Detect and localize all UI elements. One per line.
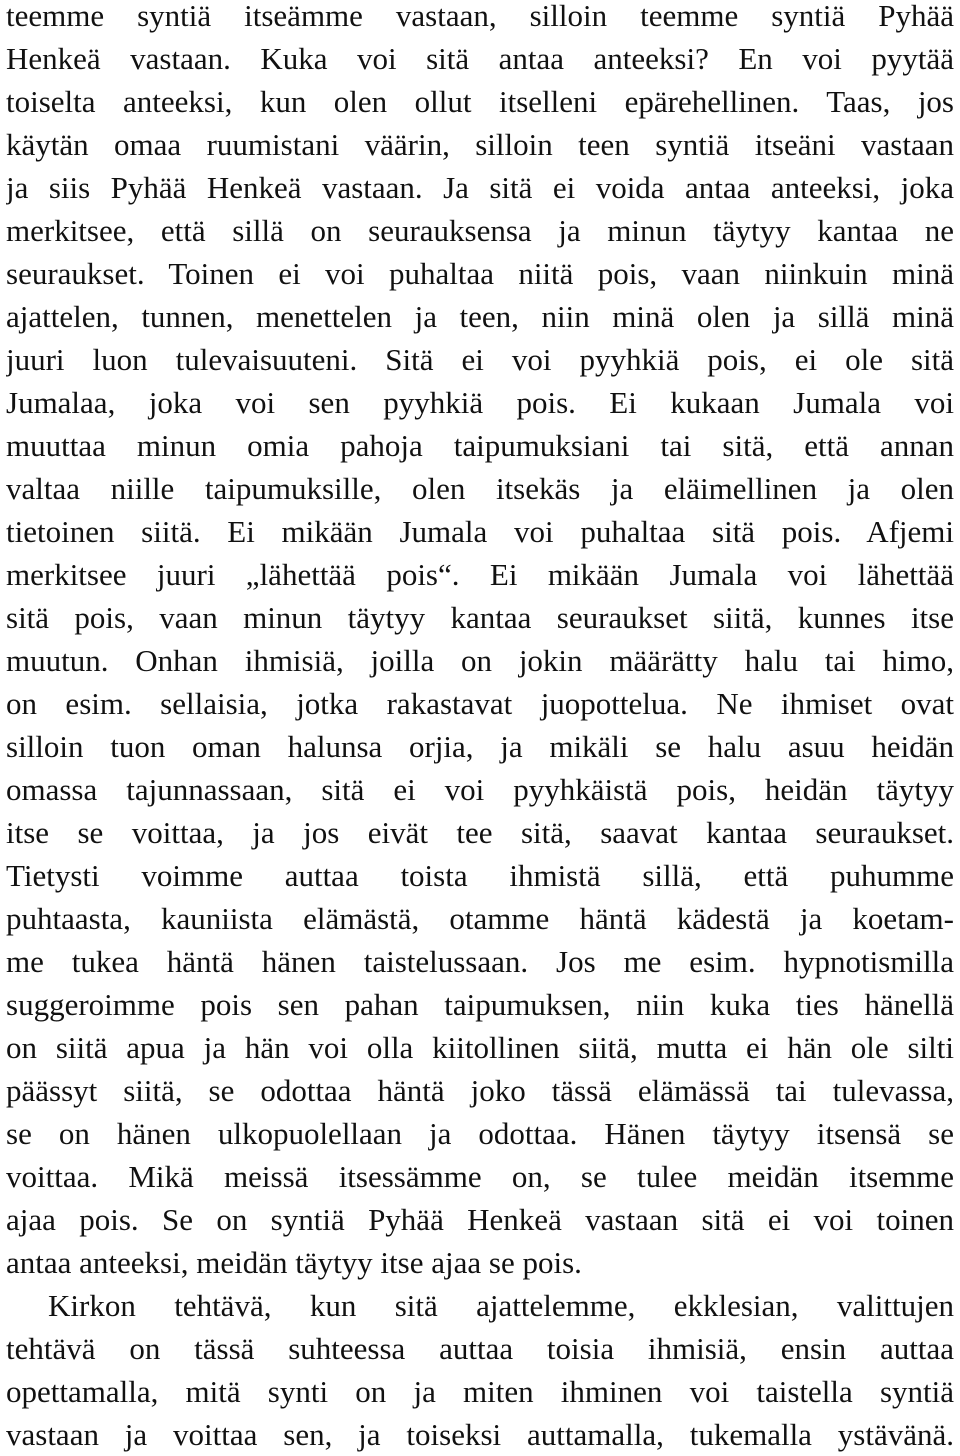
text-line: teemme syntiä itseämme vastaan, silloin teemme syntiä Pyhää [6,0,954,33]
text-line: sitä pois, vaan minun täytyy kantaa seuraukset siitä, kunnes itse [6,600,954,635]
text-line: on siitä apua ja hän voi olla kiitollinen siitä, mutta ei hän ole silti [6,1030,954,1065]
text-line: opettamalla, mitä synti on ja miten ihminen voi taistella syntiä [6,1374,954,1409]
text-line: Tietysti voimme auttaa toista ihmistä sillä, että puhumme [6,858,954,893]
paragraph-1 [6,0,954,1284]
text-line: tehtävä on tässä suhteessa auttaa toisia ihmisiä, ensin auttaa [6,1331,954,1366]
text-line: vastaan ja voittaa sen, ja toiseksi auttamalla, tukemalla ystävänä. [6,1417,954,1452]
text-line: me tukea häntä hänen taistelussaan. Jos me esim. hypnotismilla [6,944,954,979]
paragraph-2 [6,1284,954,1456]
text-line: merkitsee, että sillä on seurauksensa ja minun täytyy kantaa ne [6,213,954,248]
text-line: on esim. sellaisia, jotka rakastavat juopottelua. Ne ihmiset ovat [6,686,954,721]
text-line: käytän omaa ruumistani väärin, silloin teen syntiä itseäni vastaan [6,127,954,162]
text-line: merkitsee juuri „lähettää pois“. Ei mikään Jumala voi lähettää [6,557,954,592]
text-line: toiselta anteeksi, kun olen ollut itselleni epärehellinen. Taas, jos [6,84,954,119]
text-line: silloin tuon oman halunsa orjia, ja mikäli se halu asuu heidän [6,729,954,764]
text-line: Jumalaa, joka voi sen pyyhkiä pois. Ei kukaan Jumala voi [6,385,954,420]
text-line: ajattelen, tunnen, menettelen ja teen, niin minä olen ja sillä minä [6,299,954,334]
text-line: Kirkon tehtävä, kun sitä ajattelemme, ekklesian, valittujen [48,1288,954,1323]
text-line: muuttaa minun omia pahoja taipumuksiani tai sitä, että annan [6,428,954,463]
text-line: itse se voittaa, ja jos eivät tee sitä, saavat kantaa seuraukset. [6,815,954,850]
text-line: suggeroimme pois sen pahan taipumuksen, niin kuka ties hänellä [6,987,954,1022]
text-line: antaa anteeksi, meidän täytyy itse ajaa se pois. [6,1245,582,1280]
text-line: omassa tajunnassaan, sitä ei voi pyyhkäistä pois, heidän täytyy [6,772,954,807]
text-line: ajaa pois. Se on syntiä Pyhää Henkeä vastaan sitä ei voi toinen [6,1202,954,1237]
text-line: tietoinen siitä. Ei mikään Jumala voi puhaltaa sitä pois. Afjemi [6,514,954,549]
text-line: valtaa niille taipumuksille, olen itsekäs ja eläimellinen ja olen [6,471,954,506]
text-line: päässyt siitä, se odottaa häntä joko tässä elämässä tai tulevassa, [6,1073,954,1108]
text-line: puhtaasta, kauniista elämästä, otamme häntä kädestä ja koetam- [6,901,954,936]
text-line: Henkeä vastaan. Kuka voi sitä antaa anteeksi? En voi pyytää [6,41,954,76]
text-line: ja siis Pyhää Henkeä vastaan. Ja sitä ei voida antaa anteeksi, joka [6,170,954,205]
text-line: muutun. Onhan ihmisiä, joilla on jokin määrätty halu tai himo, [6,643,954,678]
text-line: se on hänen ulkopuolellaan ja odottaa. Hänen täytyy itsensä se [6,1116,954,1151]
text-line: voittaa. Mikä meissä itsessämme on, se tulee meidän itsemme [6,1159,954,1194]
text-line: juuri luon tulevaisuuteni. Sitä ei voi pyyhkiä pois, ei ole sitä [6,342,954,377]
text-line: seuraukset. Toinen ei voi puhaltaa niitä pois, vaan niinkuin minä [6,256,954,291]
